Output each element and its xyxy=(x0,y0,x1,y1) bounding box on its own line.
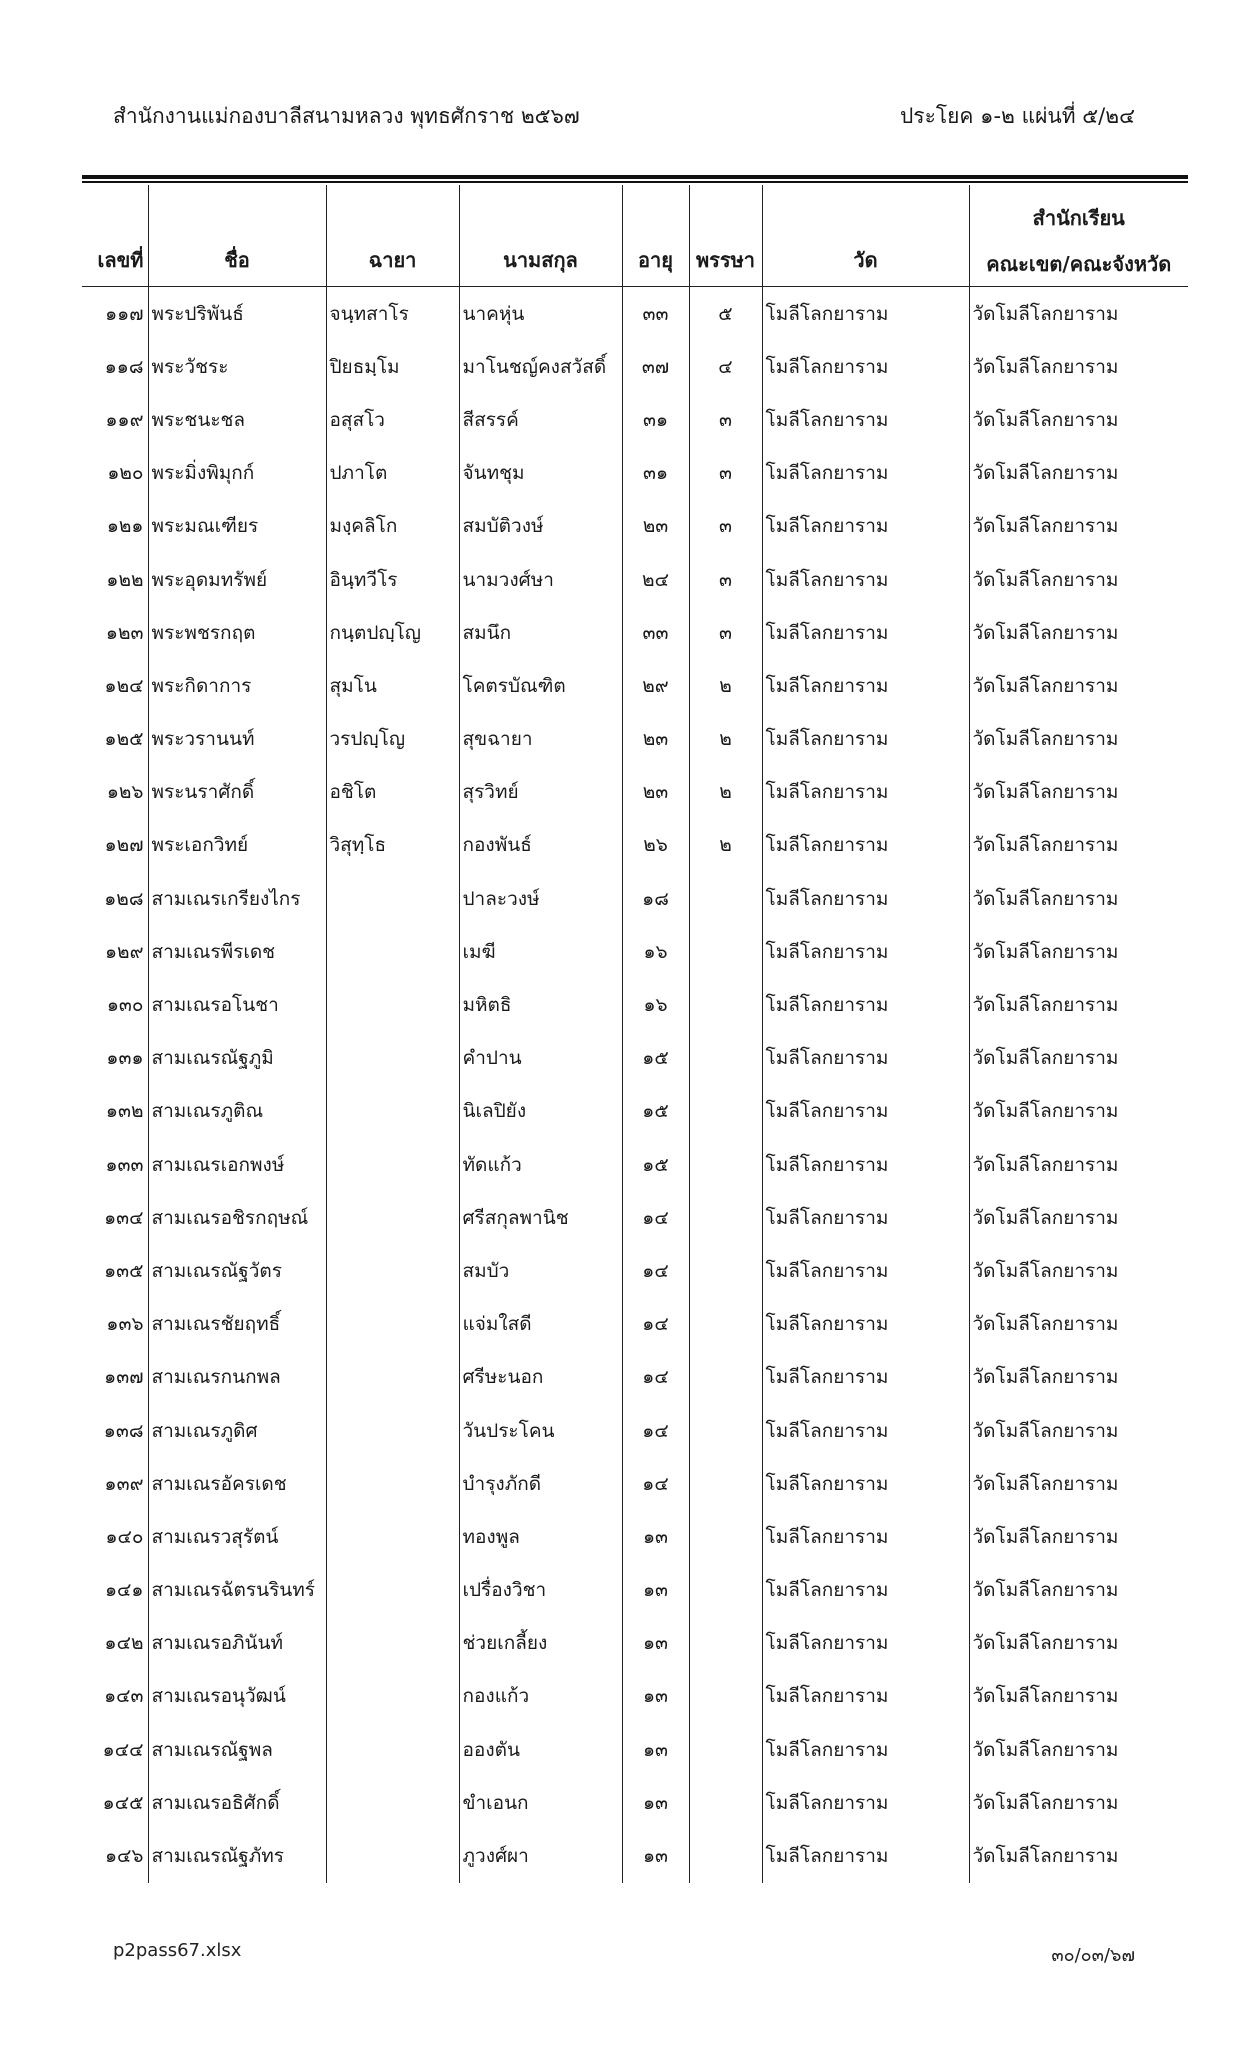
table-row xyxy=(82,819,1188,872)
cell-wat: โมลีโลกยาราม xyxy=(762,1298,969,1351)
cell-wat: โมลีโลกยาราม xyxy=(762,1032,969,1085)
cell-school: วัดโมลีโลกยาราม xyxy=(969,1138,1188,1191)
footer-filename: p2pass67.xlsx xyxy=(113,1940,242,1961)
cell-no: ๑๒๔ xyxy=(104,674,144,697)
cell-school: วัดโมลีโลกยาราม xyxy=(969,1723,1188,1776)
cell-no: ๑๔๕ xyxy=(102,1791,144,1814)
cell-school: วัดโมลีโลกยาราม xyxy=(969,1032,1188,1085)
cell-school: วัดโมลีโลกยาราม xyxy=(969,1298,1188,1351)
cell-chaya: มงฺคลิโก xyxy=(326,500,459,553)
cell-school: วัดโมลีโลกยาราม xyxy=(969,1617,1188,1670)
cell-name: สามเณรณัฐพล xyxy=(148,1723,326,1776)
cell-name: พระปริพันธ์ xyxy=(148,287,326,341)
table-row xyxy=(82,1298,1188,1351)
cell-chaya: อชิโต xyxy=(326,766,459,819)
cell-vassa xyxy=(689,1138,762,1191)
cell-age: ๑๔ xyxy=(622,1244,689,1297)
cell-wat: โมลีโลกยาราม xyxy=(762,1564,969,1617)
cell-wat: โมลีโลกยาราม xyxy=(762,1138,969,1191)
cell-school: วัดโมลีโลกยาราม xyxy=(969,819,1188,872)
cell-age: ๒๓ xyxy=(622,713,689,766)
cell-wat: โมลีโลกยาราม xyxy=(762,447,969,500)
cell-name: สามเณรพีรเดช xyxy=(148,925,326,978)
cell-wat: โมลีโลกยาราม xyxy=(762,1829,969,1882)
cell-wat: โมลีโลกยาราม xyxy=(762,766,969,819)
cell-name: สามเณรณัฐภัทร xyxy=(148,1829,326,1882)
cell-age: ๑๓ xyxy=(622,1617,689,1670)
cell-surname: สีสรรค์ xyxy=(459,393,622,446)
table-row xyxy=(82,872,1188,925)
cell-school: วัดโมลีโลกยาราม xyxy=(969,1829,1188,1882)
table-header-row xyxy=(82,185,1188,287)
cell-chaya xyxy=(326,1670,459,1723)
cell-vassa xyxy=(689,1032,762,1085)
cell-vassa: ๒ xyxy=(689,819,762,872)
cell-no: ๑๒๒ xyxy=(106,568,144,591)
cell-wat: โมลีโลกยาราม xyxy=(762,500,969,553)
cell-surname: มหิตธิ xyxy=(459,978,622,1031)
cell-name: พระชนะชล xyxy=(148,393,326,446)
table-row xyxy=(82,1510,1188,1563)
cell-no: ๑๒๓ xyxy=(105,621,144,644)
table-row xyxy=(82,606,1188,659)
cell-no: ๑๓๘ xyxy=(103,1419,144,1442)
cell-surname: สุขฉายา xyxy=(459,713,622,766)
cell-wat: โมลีโลกยาราม xyxy=(762,1244,969,1297)
cell-no: ๑๔๓ xyxy=(104,1685,144,1708)
cell-no: ๑๓๗ xyxy=(104,1366,144,1389)
cell-age: ๑๖ xyxy=(622,925,689,978)
cell-vassa: ๓ xyxy=(689,500,762,553)
cell-vassa: ๓ xyxy=(689,393,762,446)
cell-chaya xyxy=(326,978,459,1031)
cell-wat: โมลีโลกยาราม xyxy=(762,659,969,712)
cell-name: สามเณรอภินันท์ xyxy=(148,1617,326,1670)
cell-no: ๑๒๑ xyxy=(106,515,144,538)
cell-school: วัดโมลีโลกยาราม xyxy=(969,606,1188,659)
cell-vassa xyxy=(689,1404,762,1457)
cell-school: วัดโมลีโลกยาราม xyxy=(969,1191,1188,1244)
cell-name: สามเณรอธิศักดิ์ xyxy=(148,1776,326,1829)
cell-name: สามเณรภูติณ xyxy=(148,1085,326,1138)
cell-chaya xyxy=(326,1617,459,1670)
col-header-school-top: สำนักเรียน xyxy=(1032,206,1125,230)
cell-chaya xyxy=(326,1298,459,1351)
cell-surname: ศรีษะนอก xyxy=(459,1351,622,1404)
cell-school: วัดโมลีโลกยาราม xyxy=(969,1457,1188,1510)
cell-surname: ทองพูล xyxy=(459,1510,622,1563)
table-row xyxy=(82,553,1188,606)
cell-age: ๑๓ xyxy=(622,1510,689,1563)
results-table xyxy=(82,185,1188,1883)
cell-chaya xyxy=(326,1085,459,1138)
cell-name: สามเณรอัครเดช xyxy=(148,1457,326,1510)
table-row xyxy=(82,659,1188,712)
table-row xyxy=(82,713,1188,766)
cell-surname: จันทชุม xyxy=(459,447,622,500)
cell-vassa: ๓ xyxy=(689,553,762,606)
cell-no: ๑๔๖ xyxy=(104,1845,144,1868)
cell-surname: สุรวิทย์ xyxy=(459,766,622,819)
cell-surname: นาคหุ่น xyxy=(459,287,622,341)
cell-vassa xyxy=(689,1829,762,1882)
cell-no: ๑๑๘ xyxy=(104,355,144,378)
cell-name: สามเณรอโนชา xyxy=(148,978,326,1031)
cell-chaya: ปภาโต xyxy=(326,447,459,500)
cell-chaya xyxy=(326,872,459,925)
cell-chaya xyxy=(326,1723,459,1776)
cell-name: สามเณรฉัตรนรินทร์ xyxy=(148,1564,326,1617)
cell-chaya xyxy=(326,1510,459,1563)
col-header-wat: วัด xyxy=(762,185,969,287)
cell-name: สามเณรณัฐภูมิ xyxy=(148,1032,326,1085)
cell-no: ๑๓๔ xyxy=(104,1206,144,1229)
cell-surname: ภูวงศ์ผา xyxy=(459,1829,622,1882)
cell-vassa xyxy=(689,1244,762,1297)
cell-age: ๒๓ xyxy=(622,766,689,819)
cell-name: สามเณรวสุรัตน์ xyxy=(148,1510,326,1563)
table-row xyxy=(82,766,1188,819)
cell-vassa: ๕ xyxy=(689,287,762,341)
header-sheet-number: ประโยค ๑-๒ แผ่นที่ ๕/๒๔ xyxy=(899,104,1135,128)
cell-wat: โมลีโลกยาราม xyxy=(762,1191,969,1244)
cell-school: วัดโมลีโลกยาราม xyxy=(969,1351,1188,1404)
table-row xyxy=(82,447,1188,500)
cell-no: ๑๓๑ xyxy=(106,1047,144,1070)
cell-age: ๑๔ xyxy=(622,1404,689,1457)
cell-no: ๑๑๙ xyxy=(105,408,144,431)
table-row xyxy=(82,1138,1188,1191)
cell-chaya: ปิยธมฺโม xyxy=(326,340,459,393)
table-row xyxy=(82,340,1188,393)
cell-chaya: วิสุทฺโธ xyxy=(326,819,459,872)
cell-school: วัดโมลีโลกยาราม xyxy=(969,1776,1188,1829)
footer-date: ๓๐/๐๓/๖๗ xyxy=(1051,1945,1135,1966)
cell-wat: โมลีโลกยาราม xyxy=(762,1510,969,1563)
cell-vassa xyxy=(689,1670,762,1723)
cell-no: ๑๔๔ xyxy=(102,1738,144,1761)
cell-no: ๑๒๗ xyxy=(104,834,144,857)
cell-surname: กองแก้ว xyxy=(459,1670,622,1723)
table-row xyxy=(82,1351,1188,1404)
cell-surname: แจ่มใสดี xyxy=(459,1298,622,1351)
cell-name: พระมิ่งพิมุกก์ xyxy=(148,447,326,500)
col-header-age: อายุ xyxy=(622,185,689,287)
cell-chaya xyxy=(326,1191,459,1244)
col-header-no: เลขที่ xyxy=(97,248,144,272)
cell-wat: โมลีโลกยาราม xyxy=(762,978,969,1031)
table-row xyxy=(82,1457,1188,1510)
top-rule-thick xyxy=(82,175,1188,179)
cell-vassa xyxy=(689,978,762,1031)
col-header-school xyxy=(969,185,1188,287)
cell-wat: โมลีโลกยาราม xyxy=(762,1351,969,1404)
cell-no: ๑๓๕ xyxy=(104,1259,144,1282)
cell-name: สามเณรอนุวัฒน์ xyxy=(148,1670,326,1723)
cell-wat: โมลีโลกยาราม xyxy=(762,393,969,446)
cell-name: พระนราศักดิ์ xyxy=(148,766,326,819)
cell-no: ๑๓๙ xyxy=(104,1472,144,1495)
cell-age: ๑๔ xyxy=(622,1351,689,1404)
cell-vassa xyxy=(689,1191,762,1244)
cell-vassa xyxy=(689,1085,762,1138)
cell-age: ๓๑ xyxy=(622,447,689,500)
cell-school: วัดโมลีโลกยาราม xyxy=(969,447,1188,500)
cell-name: สามเณรภูดิศ xyxy=(148,1404,326,1457)
cell-no: ๑๑๗ xyxy=(105,302,144,325)
cell-surname: โคตรบัณฑิต xyxy=(459,659,622,712)
cell-vassa xyxy=(689,1351,762,1404)
cell-no: ๑๒๖ xyxy=(106,781,144,804)
cell-age: ๑๕ xyxy=(622,1032,689,1085)
cell-vassa: ๓ xyxy=(689,606,762,659)
cell-name: สามเณรกนกพล xyxy=(148,1351,326,1404)
cell-school: วัดโมลีโลกยาราม xyxy=(969,978,1188,1031)
table-row xyxy=(82,1617,1188,1670)
cell-school: วัดโมลีโลกยาราม xyxy=(969,1670,1188,1723)
cell-chaya: อสุสโว xyxy=(326,393,459,446)
table-row xyxy=(82,287,1188,341)
cell-surname: อองตัน xyxy=(459,1723,622,1776)
cell-chaya xyxy=(326,1829,459,1882)
cell-chaya: วรปญฺโญ xyxy=(326,713,459,766)
col-header-vassa: พรรษา xyxy=(689,185,762,287)
cell-school: วัดโมลีโลกยาราม xyxy=(969,287,1188,341)
table-row xyxy=(82,1404,1188,1457)
cell-no: ๑๓๖ xyxy=(106,1313,144,1336)
cell-age: ๑๓ xyxy=(622,1564,689,1617)
cell-chaya xyxy=(326,1404,459,1457)
cell-chaya xyxy=(326,1564,459,1617)
cell-surname: ขำเอนก xyxy=(459,1776,622,1829)
cell-school: วัดโมลีโลกยาราม xyxy=(969,659,1188,712)
cell-age: ๑๔ xyxy=(622,1457,689,1510)
cell-school: วัดโมลีโลกยาราม xyxy=(969,925,1188,978)
table-row xyxy=(82,1564,1188,1617)
cell-name: พระวัชระ xyxy=(148,340,326,393)
cell-surname: ทัดแก้ว xyxy=(459,1138,622,1191)
cell-age: ๓๓ xyxy=(622,287,689,341)
cell-school: วัดโมลีโลกยาราม xyxy=(969,766,1188,819)
cell-school: วัดโมลีโลกยาราม xyxy=(969,500,1188,553)
cell-vassa xyxy=(689,1723,762,1776)
cell-age: ๒๔ xyxy=(622,553,689,606)
cell-name: พระกิดาการ xyxy=(148,659,326,712)
cell-surname: มาโนชญ์คงสวัสดิ์ xyxy=(459,340,622,393)
cell-no: ๑๔๐ xyxy=(105,1525,144,1548)
table-row xyxy=(82,1244,1188,1297)
cell-surname: ช่วยเกลี้ยง xyxy=(459,1617,622,1670)
cell-vassa xyxy=(689,1564,762,1617)
table-row xyxy=(82,1032,1188,1085)
table-row xyxy=(82,500,1188,553)
cell-wat: โมลีโลกยาราม xyxy=(762,553,969,606)
cell-surname: เมฆี xyxy=(459,925,622,978)
cell-age: ๑๖ xyxy=(622,978,689,1031)
table-row xyxy=(82,1723,1188,1776)
col-header-school-bottom: คณะเขต/คณะจังหวัด xyxy=(986,252,1172,276)
cell-name: พระเอกวิทย์ xyxy=(148,819,326,872)
cell-age: ๑๓ xyxy=(622,1776,689,1829)
cell-name: พระวรานนท์ xyxy=(148,713,326,766)
cell-surname: สมนึก xyxy=(459,606,622,659)
cell-school: วัดโมลีโลกยาราม xyxy=(969,1244,1188,1297)
table-row xyxy=(82,1829,1188,1882)
cell-vassa xyxy=(689,1457,762,1510)
cell-wat: โมลีโลกยาราม xyxy=(762,606,969,659)
cell-surname: วันประโคน xyxy=(459,1404,622,1457)
cell-name: สามเณรเกรียงไกร xyxy=(148,872,326,925)
table-row xyxy=(82,1191,1188,1244)
cell-vassa xyxy=(689,1776,762,1829)
table-row xyxy=(82,1776,1188,1829)
cell-chaya: จนฺทสาโร xyxy=(326,287,459,341)
cell-name: พระพชรกฤต xyxy=(148,606,326,659)
cell-age: ๑๓ xyxy=(622,1670,689,1723)
cell-chaya xyxy=(326,1138,459,1191)
cell-surname: ศรีสกุลพานิช xyxy=(459,1191,622,1244)
table-row xyxy=(82,925,1188,978)
cell-school: วัดโมลีโลกยาราม xyxy=(969,1510,1188,1563)
cell-age: ๑๓ xyxy=(622,1829,689,1882)
cell-name: พระอุดมทรัพย์ xyxy=(148,553,326,606)
col-header-name: ชื่อ xyxy=(148,185,326,287)
cell-surname: นิเลปิยัง xyxy=(459,1085,622,1138)
cell-age: ๒๓ xyxy=(622,500,689,553)
header-office-year: สำนักงานแม่กองบาลีสนามหลวง พุทธศักราช ๒๕๖๗ xyxy=(113,104,580,128)
cell-no: ๑๒๙ xyxy=(104,940,144,963)
cell-chaya xyxy=(326,1244,459,1297)
cell-chaya xyxy=(326,1032,459,1085)
cell-school: วัดโมลีโลกยาราม xyxy=(969,393,1188,446)
cell-chaya: อินฺทวีโร xyxy=(326,553,459,606)
cell-wat: โมลีโลกยาราม xyxy=(762,1776,969,1829)
cell-surname: สมบัว xyxy=(459,1244,622,1297)
cell-school: วัดโมลีโลกยาราม xyxy=(969,553,1188,606)
cell-wat: โมลีโลกยาราม xyxy=(762,1457,969,1510)
cell-surname: คำปาน xyxy=(459,1032,622,1085)
cell-no: ๑๒๐ xyxy=(107,462,144,485)
cell-no: ๑๓๓ xyxy=(105,1153,144,1176)
cell-school: วัดโมลีโลกยาราม xyxy=(969,872,1188,925)
cell-age: ๑๕ xyxy=(622,1138,689,1191)
cell-chaya xyxy=(326,1351,459,1404)
cell-age: ๑๔ xyxy=(622,1191,689,1244)
cell-vassa: ๔ xyxy=(689,340,762,393)
cell-wat: โมลีโลกยาราม xyxy=(762,1404,969,1457)
cell-vassa xyxy=(689,1510,762,1563)
cell-surname: กองพันธ์ xyxy=(459,819,622,872)
cell-name: สามเณรชัยฤทธิ์ xyxy=(148,1298,326,1351)
cell-school: วัดโมลีโลกยาราม xyxy=(969,340,1188,393)
cell-wat: โมลีโลกยาราม xyxy=(762,1723,969,1776)
cell-wat: โมลีโลกยาราม xyxy=(762,1085,969,1138)
cell-vassa: ๒ xyxy=(689,766,762,819)
cell-name: พระมณเฑียร xyxy=(148,500,326,553)
cell-no: ๑๓๐ xyxy=(106,994,144,1017)
cell-school: วัดโมลีโลกยาราม xyxy=(969,713,1188,766)
cell-age: ๒๙ xyxy=(622,659,689,712)
table-row xyxy=(82,1670,1188,1723)
cell-name: สามเณรเอกพงษ์ xyxy=(148,1138,326,1191)
cell-vassa xyxy=(689,872,762,925)
cell-wat: โมลีโลกยาราม xyxy=(762,925,969,978)
col-header-surname: นามสกุล xyxy=(459,185,622,287)
cell-chaya xyxy=(326,1457,459,1510)
cell-vassa: ๓ xyxy=(689,447,762,500)
top-rule-thin xyxy=(82,181,1188,183)
cell-wat: โมลีโลกยาราม xyxy=(762,340,969,393)
cell-age: ๑๕ xyxy=(622,1085,689,1138)
cell-surname: สมบัติวงษ์ xyxy=(459,500,622,553)
cell-age: ๑๔ xyxy=(622,1298,689,1351)
cell-age: ๓๓ xyxy=(622,606,689,659)
cell-chaya: กนฺตปญฺโญ xyxy=(326,606,459,659)
table-body xyxy=(82,287,1188,1883)
table-row xyxy=(82,393,1188,446)
cell-school: วัดโมลีโลกยาราม xyxy=(969,1564,1188,1617)
cell-vassa xyxy=(689,1298,762,1351)
cell-vassa xyxy=(689,1617,762,1670)
cell-wat: โมลีโลกยาราม xyxy=(762,1617,969,1670)
cell-no: ๑๓๒ xyxy=(105,1100,144,1123)
table-row xyxy=(82,1085,1188,1138)
cell-age: ๒๖ xyxy=(622,819,689,872)
cell-vassa: ๒ xyxy=(689,659,762,712)
cell-school: วัดโมลีโลกยาราม xyxy=(969,1404,1188,1457)
cell-no: ๑๒๕ xyxy=(104,728,144,751)
cell-surname: เปรื่องวิชา xyxy=(459,1564,622,1617)
cell-school: วัดโมลีโลกยาราม xyxy=(969,1085,1188,1138)
cell-surname: นามวงศ์ษา xyxy=(459,553,622,606)
cell-wat: โมลีโลกยาราม xyxy=(762,287,969,341)
cell-wat: โมลีโลกยาราม xyxy=(762,713,969,766)
cell-age: ๓๑ xyxy=(622,393,689,446)
cell-vassa: ๒ xyxy=(689,713,762,766)
cell-chaya xyxy=(326,1776,459,1829)
cell-no: ๑๔๑ xyxy=(104,1579,144,1602)
cell-age: ๓๗ xyxy=(622,340,689,393)
cell-name: สามเณรณัฐวัตร xyxy=(148,1244,326,1297)
cell-age: ๑๓ xyxy=(622,1723,689,1776)
table-row xyxy=(82,978,1188,1031)
cell-no: ๑๒๘ xyxy=(104,887,144,910)
cell-no: ๑๔๒ xyxy=(104,1632,144,1655)
cell-chaya: สุมโน xyxy=(326,659,459,712)
cell-wat: โมลีโลกยาราม xyxy=(762,872,969,925)
cell-wat: โมลีโลกยาราม xyxy=(762,819,969,872)
cell-age: ๑๘ xyxy=(622,872,689,925)
cell-wat: โมลีโลกยาราม xyxy=(762,1670,969,1723)
cell-surname: ปาละวงษ์ xyxy=(459,872,622,925)
cell-name: สามเณรอชิรกฤษณ์ xyxy=(148,1191,326,1244)
col-header-chaya: ฉายา xyxy=(326,185,459,287)
cell-vassa xyxy=(689,925,762,978)
cell-chaya xyxy=(326,925,459,978)
cell-surname: บำรุงภักดี xyxy=(459,1457,622,1510)
